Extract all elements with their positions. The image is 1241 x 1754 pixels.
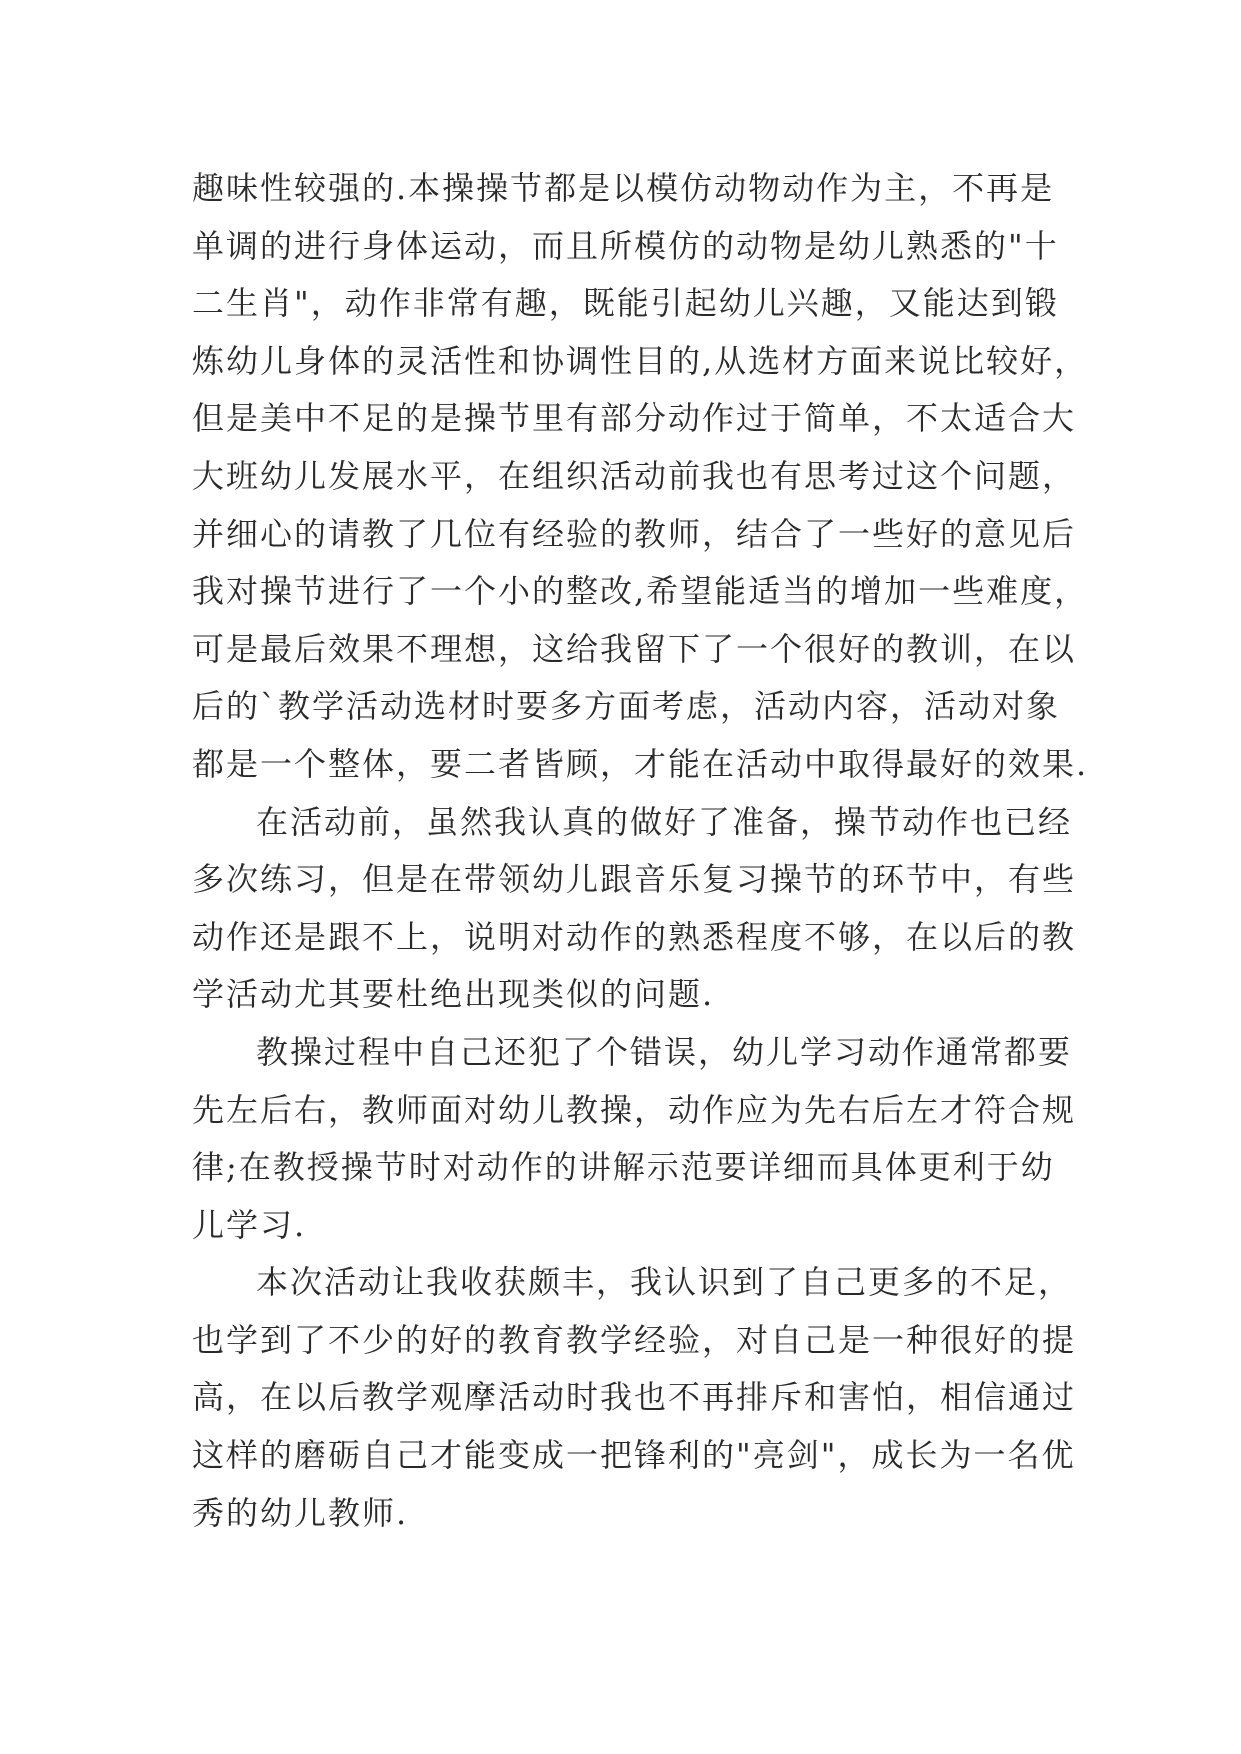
paragraph [192, 794, 1077, 1024]
text-line: 儿学习. [192, 1205, 307, 1244]
text-line: 高，在以后教学观摩活动时我也不再排斥和害怕，相信通过 [192, 1378, 1077, 1417]
text-line: 大班幼儿发展水平，在组织活动前我也有思考过这个问题， [192, 456, 1077, 495]
text-line: 在活动前，虽然我认真的做好了准备，操节动作也已经 [256, 802, 1073, 841]
document-body [192, 160, 1089, 1542]
text-line: 我对操节进行了一个小的整改,希望能适当的增加一些难度， [192, 572, 1089, 611]
text-line: 都是一个整体，要二者皆顾，才能在活动中取得最好的效果. [192, 744, 1089, 783]
paragraph [192, 1024, 1077, 1254]
text-line: 多次练习，但是在带领幼儿跟音乐复习操节的环节中，有些 [192, 860, 1077, 899]
text-line: 秀的幼儿教师. [192, 1493, 409, 1532]
text-line: 也学到了不少的好的教育教学经验，对自己是一种很好的提 [192, 1320, 1077, 1359]
text-line: 律;在教授操节时对动作的讲解示范要详细而具体更利于幼 [192, 1148, 1055, 1187]
text-line: 后的`教学活动选材时要多方面考虑，活动内容，活动对象 [192, 687, 1061, 726]
text-line: 并细心的请教了几位有经验的教师，结合了一些好的意见后 [192, 514, 1077, 553]
text-line: 趣味性较强的.本操操节都是以模仿动物动作为主，不再是 [192, 169, 1055, 207]
text-line: 教操过程中自己还犯了个错误，幼儿学习动作通常都要 [256, 1032, 1073, 1071]
text-line: 可是最后效果不理想，这给我留下了一个很好的教训，在以 [192, 629, 1077, 668]
text-line: 本次活动让我收获颇丰，我认识到了自己更多的不足， [256, 1263, 1073, 1302]
text-line: 二生肖"，动作非常有趣，既能引起幼儿兴趣，又能达到锻 [192, 284, 1059, 323]
text-line: 学活动尤其要杜绝出现类似的问题. [192, 975, 715, 1014]
paragraph [192, 160, 1089, 794]
text-line: 动作还是跟不上，说明对动作的熟悉程度不够，在以后的教 [192, 917, 1077, 956]
text-line: 炼幼儿身体的灵活性和协调性目的,从选材方面来说比较好， [192, 341, 1089, 380]
paragraph [192, 1254, 1077, 1542]
text-line: 先左后右，教师面对幼儿教操，动作应为先右后左才符合规 [192, 1090, 1077, 1129]
text-line: 单调的进行身体运动，而且所模仿的动物是幼儿熟悉的"十 [192, 226, 1059, 265]
text-line: 但是美中不足的是操节里有部分动作过于简单，不太适合大 [192, 399, 1077, 438]
text-line: 这样的磨砺自己才能变成一把锋利的"亮剑"，成长为一名优 [192, 1436, 1076, 1475]
